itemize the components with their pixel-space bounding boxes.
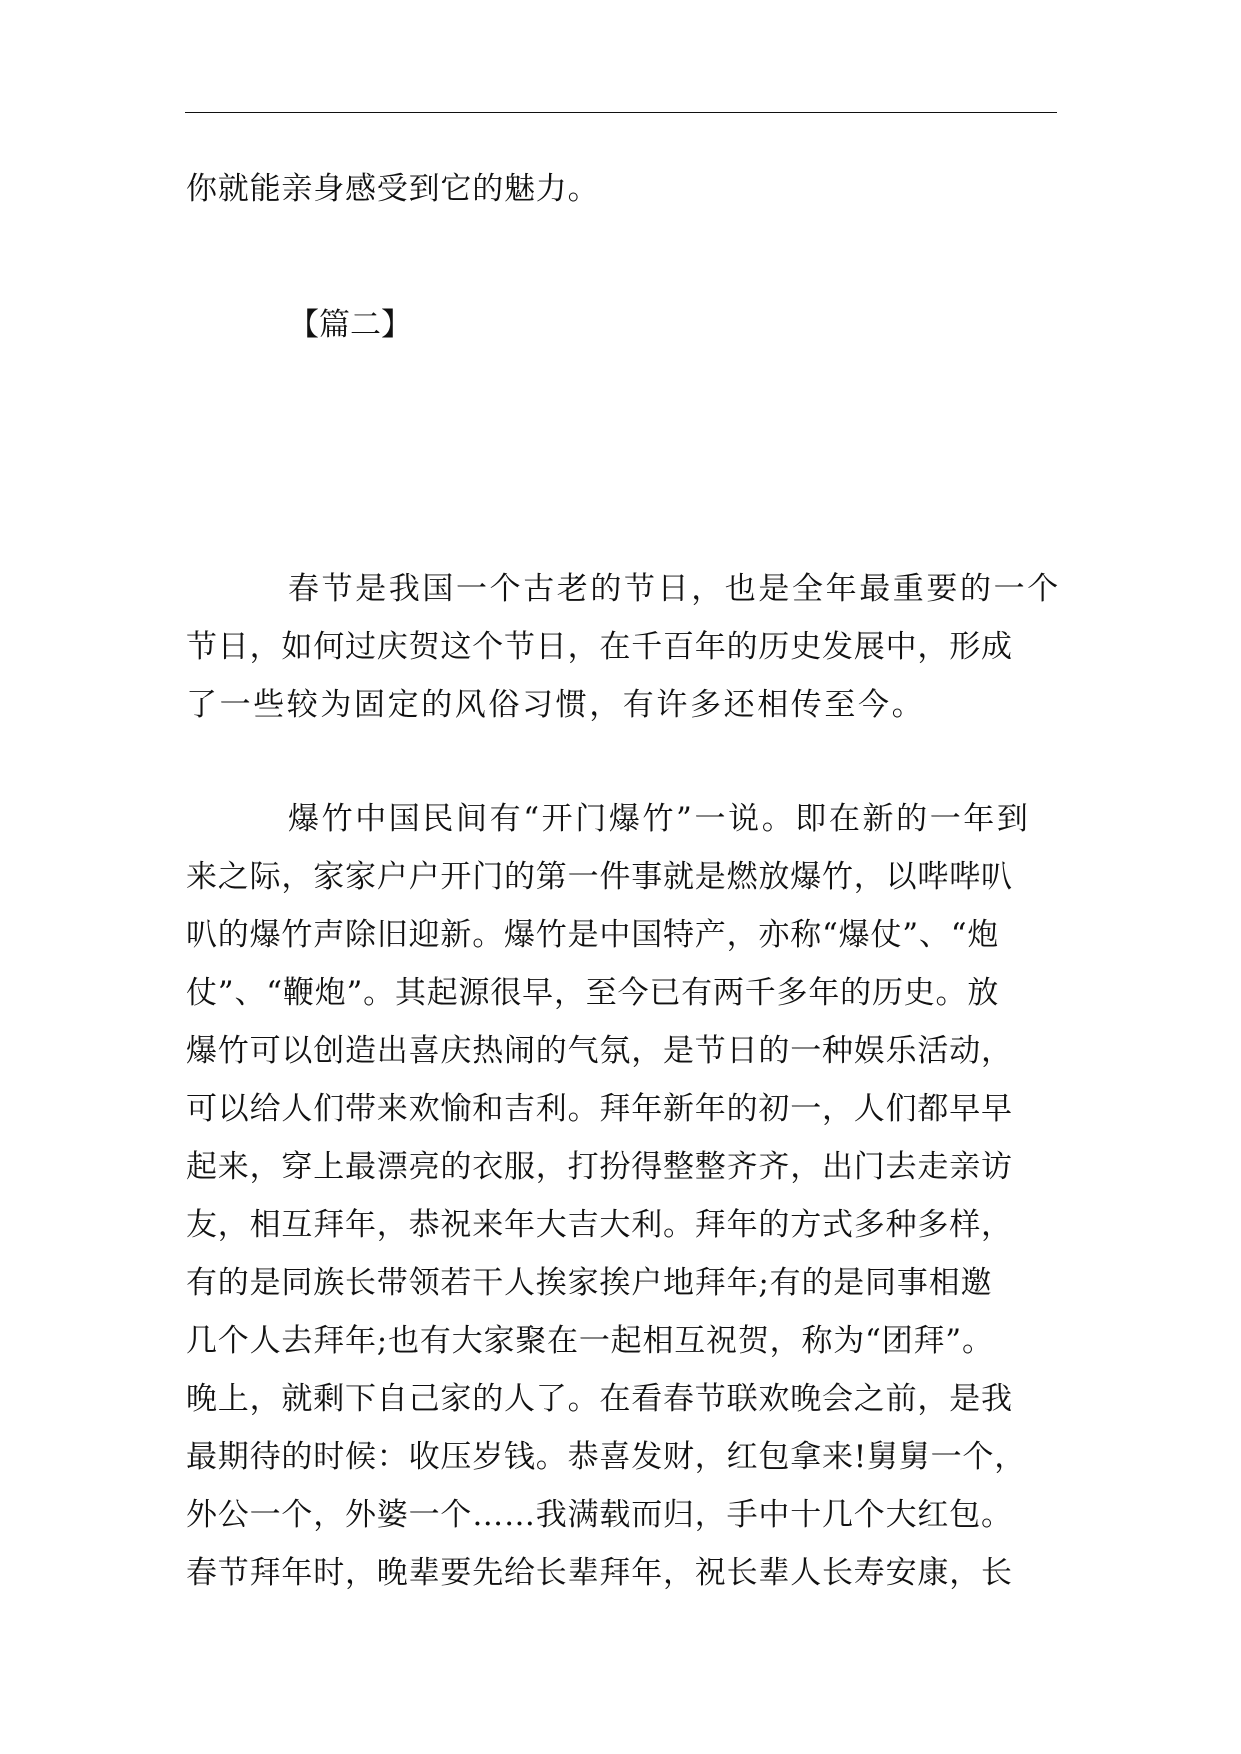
text-line: 最期待的时候：收压岁钱。恭喜发财，红包拿来!舅舅一个， — [186, 1439, 1027, 1475]
text-line: 爆竹可以创造出喜庆热闹的气氛，是节日的一种娱乐活动， — [186, 1033, 1013, 1069]
paragraph — [186, 790, 1058, 1602]
text-line: 春节拜年时，晚辈要先给长辈拜年，祝长辈人长寿安康，长 — [186, 1555, 1013, 1591]
text-line: 可以给人们带来欢愉和吉利。拜年新年的初一，人们都早早 — [186, 1091, 1013, 1127]
text-line: 节日，如何过庆贺这个节日，在千百年的历史发展中，形成 — [186, 629, 1013, 665]
blank-space — [186, 354, 1058, 560]
text-line: 晚上，就剩下自己家的人了。在看春节联欢晚会之前，是我 — [186, 1381, 1013, 1417]
text-line: 来之际，家家户户开门的第一件事就是燃放爆竹，以哔哔叭 — [186, 859, 1013, 895]
text-line: 叭的爆竹声除旧迎新。爆竹是中国特产，亦称“爆仗”、“炮 — [186, 917, 1000, 953]
text-line: 几个人去拜年;也有大家聚在一起相互祝贺，称为“团拜”。 — [186, 1323, 994, 1359]
paragraph — [186, 560, 1061, 734]
text-line: 友，相互拜年，恭祝来年大吉大利。拜年的方式多种多样， — [186, 1207, 1013, 1243]
text-line: 你就能亲身感受到它的魅力。 — [186, 171, 600, 207]
text-line: 春节是我国一个古老的节日，也是全年最重要的一个 — [288, 571, 1061, 607]
text-line: 起来，穿上最漂亮的衣服，打扮得整整齐齐，出门去走亲访 — [186, 1149, 1013, 1185]
text-line: 爆竹中国民间有“开门爆竹”一说。即在新的一年到 — [288, 801, 1031, 837]
section-heading: 【篇二】 — [288, 307, 412, 343]
header-rule — [185, 112, 1057, 113]
document-body — [186, 160, 1061, 1602]
text-line: 外公一个，外婆一个……我满载而归，手中十几个大红包。 — [186, 1497, 1013, 1533]
text-line: 仗”、“鞭炮”。其起源很早，至今已有两千多年的历史。放 — [186, 975, 1000, 1011]
text-line: 有的是同族长带领若干人挨家挨户地拜年;有的是同事相邀 — [186, 1265, 993, 1301]
text-line: 了一些较为固定的风俗习惯，有许多还相传至今。 — [186, 687, 926, 723]
paragraph-gap — [186, 734, 1058, 790]
